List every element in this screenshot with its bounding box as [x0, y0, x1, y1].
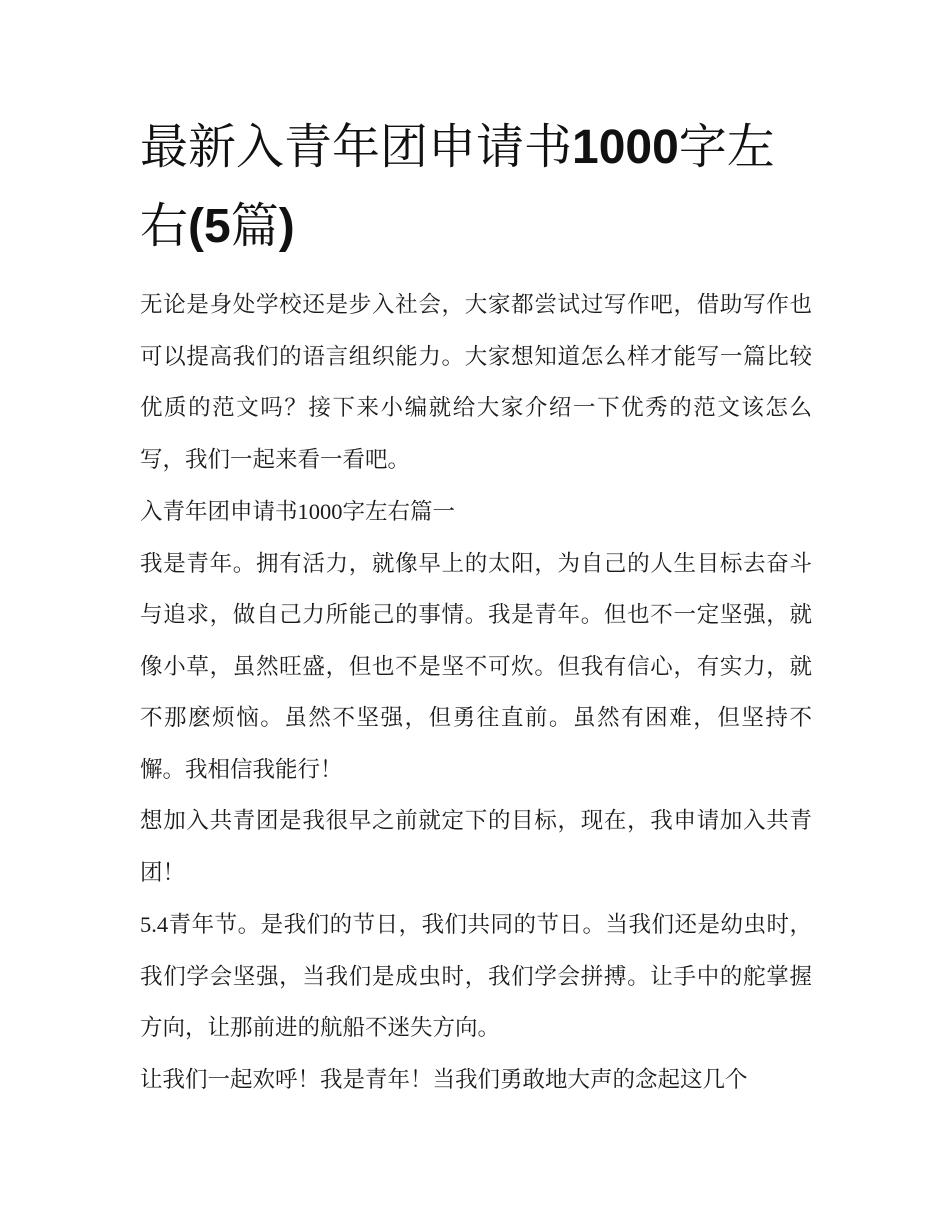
body-paragraph: 想加入共青团是我很早之前就定下的目标，现在，我申请加入共青团！: [140, 808, 812, 886]
document-title: 最新入青年团申请书1000字左右(5篇): [140, 119, 775, 254]
section-heading: 入青年团申请书1000字左右篇一: [140, 499, 456, 525]
intro-paragraph: 无论是身处学校还是步入社会，大家都尝试过写作吧，借助写作也可以提高我们的语言组织能力。大家想知道怎么样才能写一篇比较优质的范文吗？接下来小编就给大家介绍一下优秀的范文该怎么写，我们一起来看一看吧。: [140, 292, 812, 473]
document-page: [140, 108, 812, 1106]
document-body: [140, 280, 812, 1106]
body-paragraph: 我是青年。拥有活力，就像早上的太阳，为自己的人生目标去奋斗与追求，做自己力所能己的事情。我是青年。但也不一定坚强，就像小草，虽然旺盛，但也不是坚不可炊。但我有信心，有实力，就不那麽烦恼。虽然不坚强，但勇往直前。虽然有困难，但坚持不懈。我相信我能行！: [140, 550, 812, 783]
body-paragraph: 5.4青年节。是我们的节日，我们共同的节日。当我们还是幼虫时，我们学会坚强，当我们是成虫时，我们学会拼搏。让手中的舵掌握方向，让那前进的航船不迷失方向。: [140, 912, 812, 1041]
body-paragraph: 让我们一起欢呼！我是青年！当我们勇敢地大声的念起这几个: [140, 1066, 748, 1093]
